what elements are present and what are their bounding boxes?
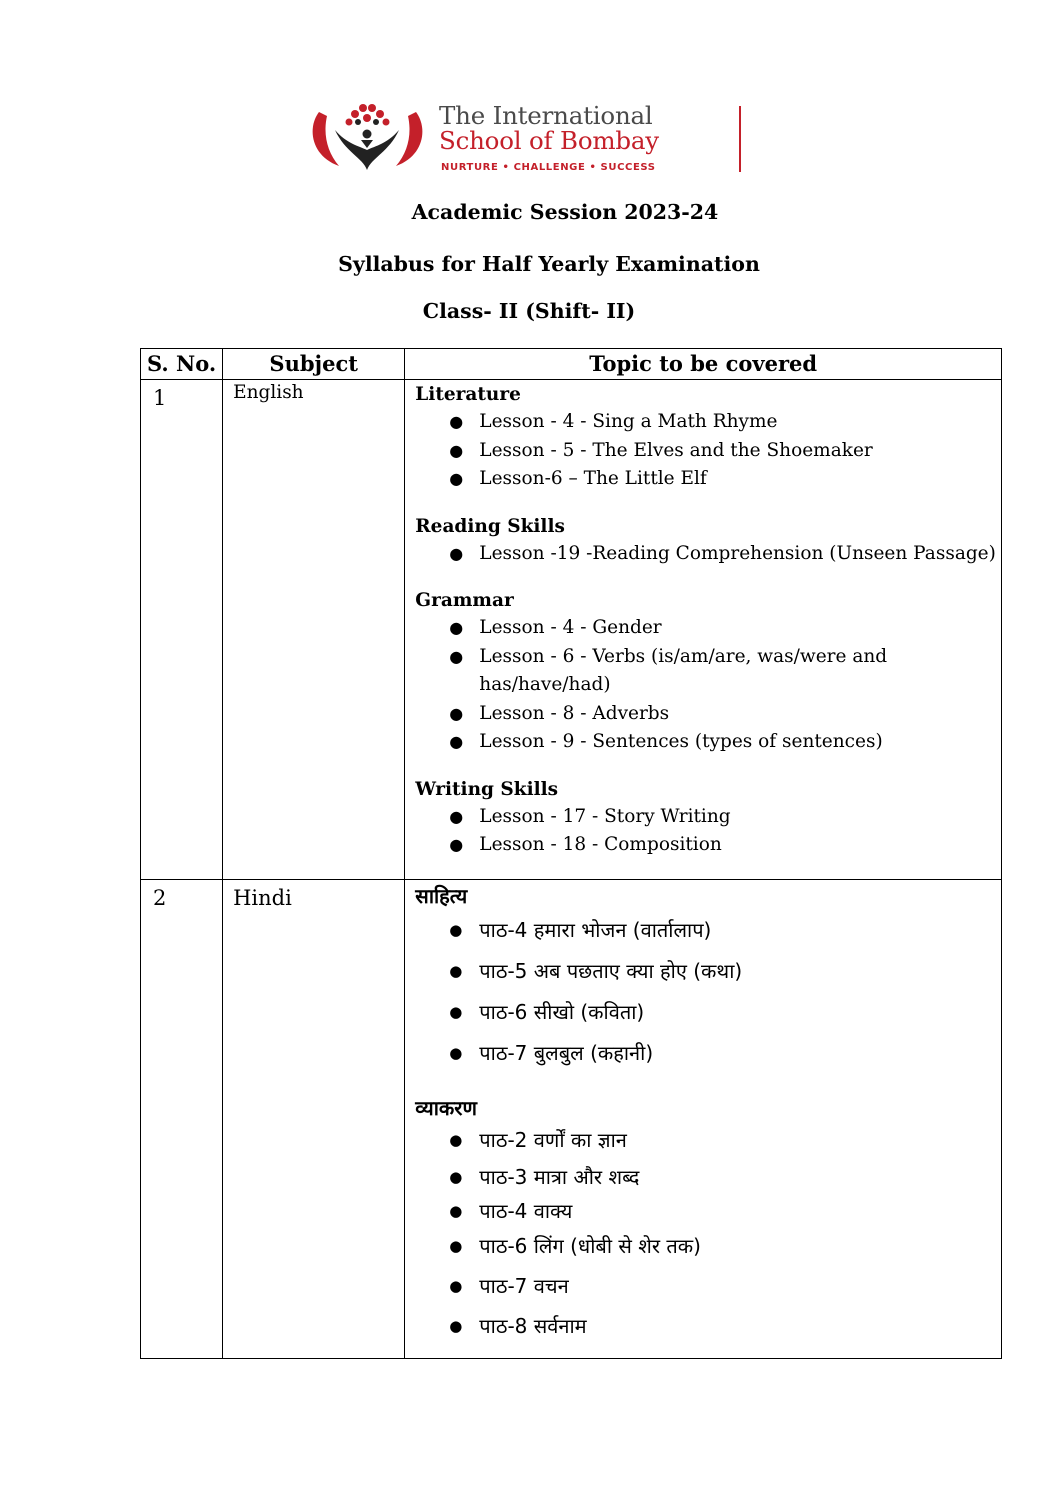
bullet-icon: ● — [449, 1202, 463, 1220]
topic-text: Lesson - 8 - Adverbs — [479, 702, 670, 724]
class-heading-text: Class- II (Shift- II) — [422, 299, 636, 323]
list-item — [415, 728, 997, 757]
topic-text: पाठ-7 बुलबुल (कहानी) — [479, 1041, 654, 1065]
topic-text: Lesson - 5 - The Elves and the Shoemaker — [479, 439, 873, 461]
topic-text: पाठ-8 सर्वनाम — [479, 1314, 587, 1338]
bullet-icon: ● — [449, 703, 464, 723]
bullet-icon: ● — [449, 1044, 463, 1062]
bullet-icon: ● — [449, 1168, 463, 1186]
logo-name-line1: The International — [439, 101, 653, 130]
topic-text: पाठ-7 वचन — [479, 1274, 569, 1298]
topic-list — [415, 540, 997, 569]
bullet-icon: ● — [449, 732, 464, 751]
list-item — [415, 910, 997, 951]
list-item — [415, 643, 997, 700]
list-item — [415, 700, 997, 729]
list-item — [415, 1033, 997, 1074]
bullet-icon: ● — [449, 1131, 463, 1149]
section-title: व्याकरण — [415, 1096, 477, 1120]
table-row — [141, 880, 1002, 1359]
school-emblem-icon — [305, 100, 430, 172]
bullet-icon: ● — [449, 962, 463, 980]
topic-text: Lesson - 17 - Story Writing — [479, 805, 731, 827]
list-item — [415, 437, 997, 466]
bullet-icon: ● — [449, 1003, 463, 1021]
topic-list — [415, 1122, 997, 1346]
syllabus-heading: Syllabus for Half Yearly Examination — [338, 252, 760, 276]
header-topic: Topic to be covered — [405, 349, 1002, 380]
list-item — [415, 831, 997, 860]
class-heading — [0, 299, 1058, 323]
logo-name-line2: School of Bombay — [439, 126, 659, 155]
syllabus-table — [140, 348, 1002, 1359]
row-sno: 2 — [141, 880, 223, 1359]
bullet-icon: ● — [449, 440, 464, 460]
topic-list — [415, 803, 997, 860]
topic-text: पाठ-4 वाक्य — [479, 1199, 573, 1223]
topic-text: Lesson -19 -Reading Comprehension (Unseen Passage) — [479, 542, 996, 564]
bullet-icon: ● — [449, 646, 464, 666]
row-topics — [405, 880, 1002, 1359]
header-subject: Subject — [223, 349, 405, 380]
list-item — [415, 803, 997, 832]
header-sno: S. No. — [141, 349, 223, 380]
section-title: Grammar — [415, 590, 514, 611]
topic-text: पाठ-6 लिंग (धोबी से शेर तक) — [479, 1234, 701, 1258]
section-title: Reading Skills — [415, 515, 565, 537]
bullet-icon: ● — [449, 1317, 463, 1335]
list-item — [415, 1306, 997, 1346]
table-header-row — [141, 349, 1002, 380]
topic-text: पाठ-3 मात्रा और शब्द — [479, 1165, 640, 1189]
bullet-icon: ● — [449, 1277, 463, 1295]
topic-text: पाठ-4 हमारा भोजन (वार्तालाप) — [479, 918, 712, 942]
list-item — [415, 992, 997, 1033]
logo-tagline: NURTURE • CHALLENGE • SUCCESS — [441, 162, 656, 173]
list-item — [415, 1159, 997, 1196]
topic-text: Lesson - 4 - Gender — [479, 617, 662, 638]
list-item — [415, 1226, 997, 1266]
topic-list — [415, 910, 997, 1074]
bullet-icon: ● — [449, 835, 464, 854]
school-logo — [305, 100, 745, 178]
bullet-icon: ● — [449, 412, 464, 431]
bullet-icon: ● — [449, 469, 464, 488]
section-title: Literature — [415, 384, 521, 405]
topic-text: Lesson - 4 - Sing a Math Rhyme — [479, 411, 778, 432]
bullet-icon: ● — [449, 806, 464, 826]
bullet-icon: ● — [449, 921, 463, 939]
topic-text: Lesson - 18 - Composition — [479, 834, 722, 855]
session-heading: Academic Session 2023-24 — [411, 200, 719, 224]
section-title: साहित्य — [415, 884, 468, 908]
table-row — [141, 380, 1002, 880]
row-subject: Hindi — [223, 880, 405, 1359]
list-item — [415, 1266, 997, 1306]
list-item — [415, 614, 997, 643]
logo-divider — [739, 106, 741, 172]
row-topics — [405, 380, 1002, 880]
list-item — [415, 951, 997, 992]
list-item — [415, 465, 997, 494]
topic-text: पाठ-5 अब पछताए क्या होए (कथा) — [479, 959, 743, 983]
topic-text: Lesson - 6 - Verbs (is/am/are, was/were and has/have/had) — [479, 645, 888, 695]
topic-text: Lesson - 9 - Sentences (types of sentences) — [479, 731, 883, 752]
row-subject: English — [223, 380, 405, 880]
bullet-icon: ● — [449, 543, 464, 563]
topic-list — [415, 614, 997, 757]
list-item — [415, 1196, 997, 1226]
topic-list — [415, 408, 997, 494]
section-title: Writing Skills — [415, 778, 559, 800]
row-sno: 1 — [141, 380, 223, 880]
bullet-icon: ● — [449, 1237, 463, 1255]
list-item — [415, 540, 997, 569]
bullet-icon: ● — [449, 618, 464, 637]
topic-text: Lesson-6 – The Little Elf — [479, 468, 707, 489]
topic-text: पाठ-6 सीखो (कविता) — [479, 1000, 645, 1024]
list-item — [415, 408, 997, 437]
topic-text: पाठ-2 वर्णों का ज्ञान — [479, 1128, 627, 1152]
list-item — [415, 1122, 997, 1159]
